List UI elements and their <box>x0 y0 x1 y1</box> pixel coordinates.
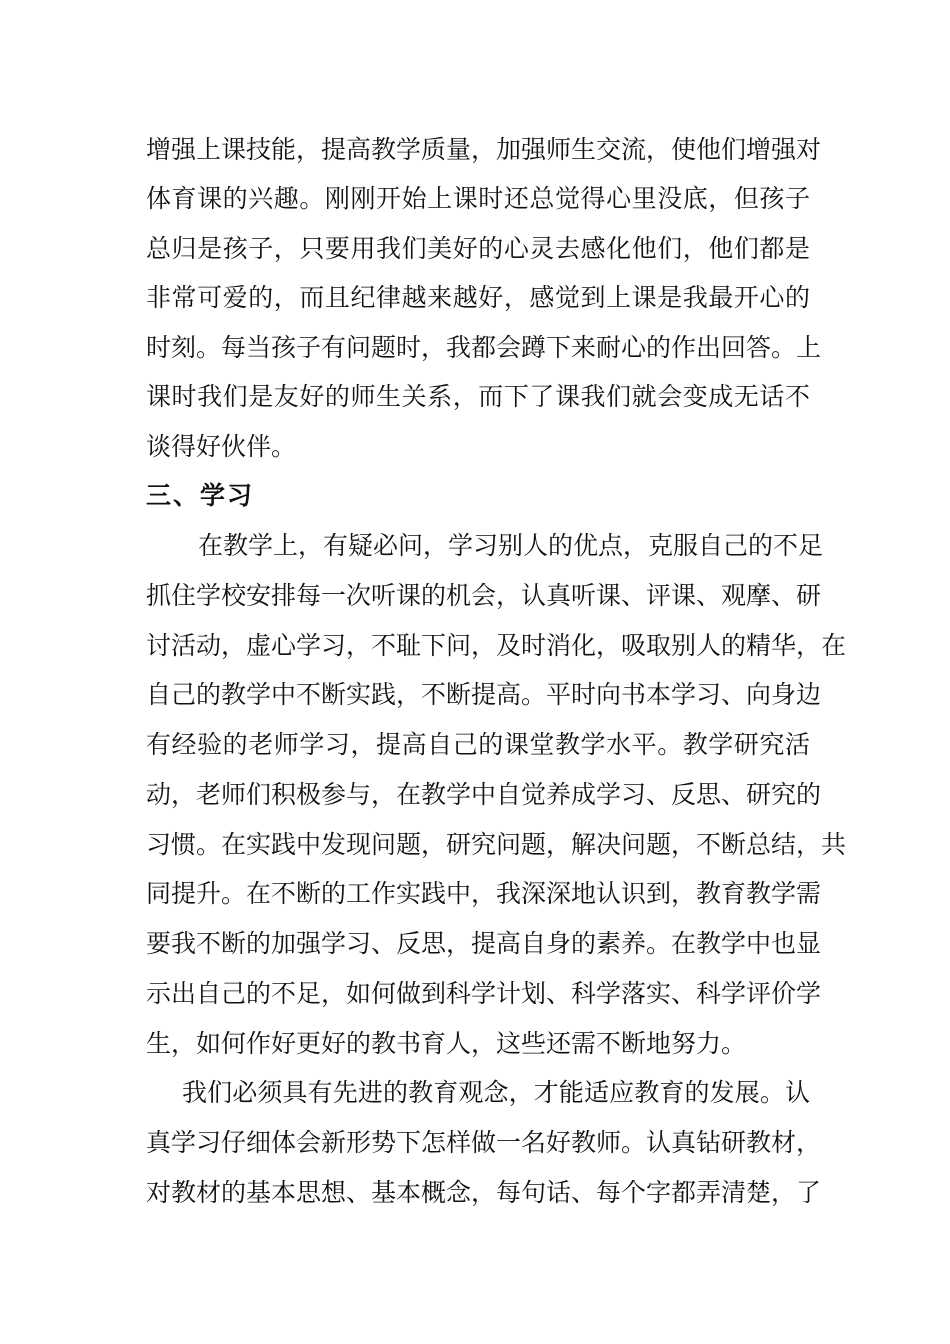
paragraph-line: 有经验的老师学习，提高自己的课堂教学水平。教学研究活 <box>146 730 810 759</box>
paragraph-line: 习惯。在实践中发现问题，研究问题，解决问题，不断总结，共 <box>146 830 847 859</box>
paragraph-line: 体育课的兴趣。刚刚开始上课时还总觉得心里没底，但孩子 <box>146 184 810 213</box>
paragraph-line: 动，老师们积极参与，在教学中自觉养成学习、反思、研究的 <box>146 780 822 809</box>
paragraph-line: 增强上课技能，提高教学质量，加强师生交流，使他们增强对 <box>146 135 822 164</box>
paragraph-line: 示出自己的不足，如何做到科学计划、科学落实、科学评价学 <box>146 979 822 1008</box>
paragraph-line: 要我不断的加强学习、反思，提高自身的素养。在教学中也显 <box>146 929 822 958</box>
paragraph-line: 自己的教学中不断实践，不断提高。平时向书本学习、向身边 <box>146 680 822 709</box>
paragraph-line: 抓住学校安排每一次听课的机会，认真听课、评课、观摩、研 <box>146 581 822 610</box>
paragraph-line: 生，如何作好更好的教书育人，这些还需不断地努力。 <box>146 1029 747 1058</box>
paragraph-line: 在教学上，有疑必问，学习别人的优点，克服自己的不足 <box>198 531 824 560</box>
paragraph-line: 同提升。在不断的工作实践中，我深深地认识到，教育教学需 <box>146 879 822 908</box>
paragraph-line: 真学习仔细体会新形势下怎样做一名好教师。认真钻研教材， <box>146 1128 822 1157</box>
paragraph-line: 时刻。每当孩子有问题时，我都会蹲下来耐心的作出回答。上 <box>146 333 822 362</box>
paragraph-line: 总归是孩子，只要用我们美好的心灵去感化他们，他们都是 <box>146 234 810 263</box>
paragraph-line: 非常可爱的，而且纪律越来越好，感觉到上课是我最开心的 <box>146 283 810 312</box>
paragraph-line: 我们必须具有先进的教育观念，才能适应教育的发展。认 <box>182 1078 810 1107</box>
paragraph-line: 谈得好伙伴。 <box>146 432 297 461</box>
section-heading: 三、学习 <box>146 481 255 510</box>
paragraph-line: 讨活动，虚心学习，不耻下问，及时消化，吸取别人的精华，在 <box>146 631 847 660</box>
paragraph-line: 课时我们是友好的师生关系，而下了课我们就会变成无话不 <box>146 382 810 411</box>
paragraph-line: 对教材的基本思想、基本概念，每句话、每个字都弄清楚，了 <box>146 1178 822 1207</box>
